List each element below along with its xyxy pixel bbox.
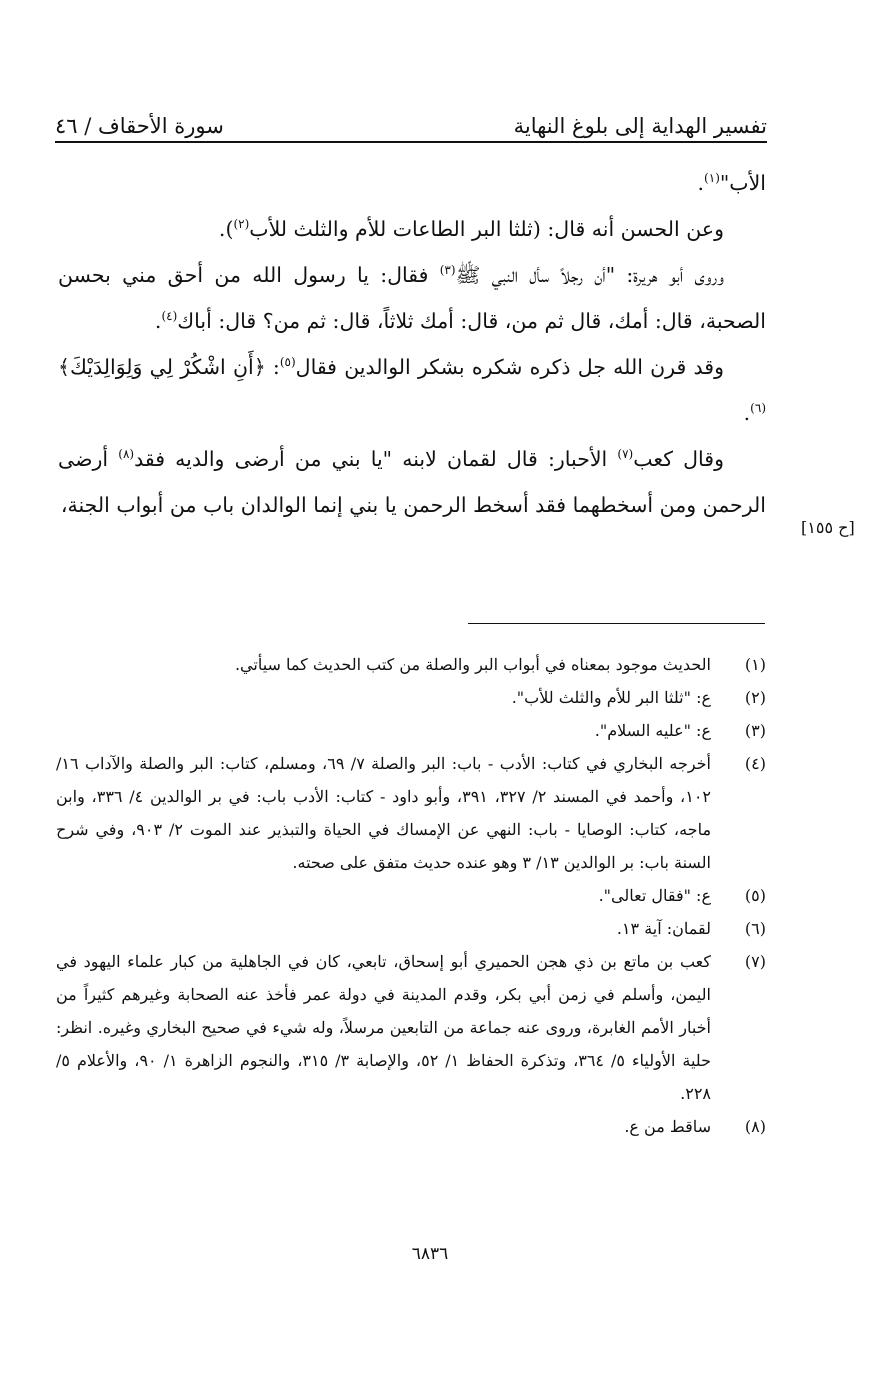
footnote-text: ع: "ثلثا البر للأم والثلث للأب". (511, 688, 711, 707)
footnote-text: ع: "فقال تعالى". (598, 886, 711, 905)
footnote-item (56, 1110, 766, 1143)
footnote-text: الحديث موجود بمعناه في أبواب البر والصلة من كتب الحديث كما سيأتي. (234, 655, 711, 674)
surah-label: سورة الأحقاف / ٤٦ (55, 114, 224, 138)
paragraph-2: وعن الحسن أنه قال: (ثلثا البر الطاعات للأم والثلث للأب$^{(٢)}$). (218, 217, 724, 241)
manuscript-margin-note: [ح ١٥٥] (801, 518, 855, 537)
main-text (58, 160, 766, 528)
book-title: تفسير الهداية إلى بلوغ النهاية (513, 114, 767, 138)
footnote-number: (٧) (744, 952, 766, 971)
footnote-item (56, 714, 766, 747)
footnote-item (56, 747, 766, 879)
footnote-number: (٤) (744, 754, 766, 773)
footnote-item (56, 648, 766, 681)
paragraph-3: وروى أبو هريرة: "أن رجلاً سأل النبي ﷺ$^{(٣)}$ فقال: يا رسول الله من أحق مني بحسن الصحبة، قال: أمك، قال ثم من، قال: أمك ثلاثاً، قال: ثم من؟ قال: أباك$^{(٤)}$. (58, 263, 766, 333)
footnote-number: (٦) (744, 919, 766, 938)
footnotes (56, 648, 766, 1143)
footnote-text: ساقط من ع. (624, 1117, 711, 1136)
footnote-number: (١) (744, 655, 766, 674)
paragraph-4: وقد قرن الله جل ذكره شكره بشكر الوالدين فقال$^{(٥)}$: ﴿أَنِ اشْكُرْ لِي وَلِوَالِدَيْكَ﴾$^{(٦)}$. (58, 355, 766, 425)
running-header (55, 100, 767, 138)
footnote-ref: (٧) (617, 447, 634, 462)
footnote-item (56, 681, 766, 714)
footnote-ref: (١) (704, 171, 720, 186)
footnote-number: (٨) (744, 1117, 766, 1136)
footnote-item (56, 945, 766, 1110)
footnote-item (56, 912, 766, 945)
footnote-number: (٥) (744, 886, 766, 905)
footnote-ref: (٦) (750, 401, 766, 416)
footnote-rule (468, 623, 765, 624)
footnote-ref: (٤) (161, 309, 178, 324)
footnote-text: أخرجه البخاري في كتاب: الأدب - باب: البر والصلة ٧/ ٦٩، ومسلم، كتاب: البر والصلة والآداب ١٦/ ١٠٢، وأحمد في المسند ٢/ ٣٢٧، ٣٩١، وأبو داود - كتاب: الأدب باب: في بر الوالدين ٤/ ٣٣٦، وابن ماجه، كتاب: الوصايا - باب: النهي عن الإمساك في الحياة والتبذير عند الموت ٢/ ٩٠٣، وفي شرح السنة باب: بر الوالدين ١٣/ ٣ وهو عنده حديث متفق على صحته. (56, 754, 712, 872)
footnote-ref: (٣) (439, 263, 456, 278)
quran-verse: : ﴿أَنِ اشْكُرْ لِي وَلِوَالِدَيْكَ﴾ (58, 355, 280, 379)
footnote-text: ع: "عليه السلام". (594, 721, 711, 740)
page-number: ٦٨٣٦ (411, 1244, 449, 1264)
footnote-number: (٣) (744, 721, 766, 740)
footnote-text: كعب بن ماتع بن ذي هجن الحميري أبو إسحاق، تابعي، كان في الجاهلية من كبار علماء اليهود في اليمن، وأسلم في زمن أبي بكر، وقدم المدينة في دولة عمر فأخذ عنه الصحابة وغيرهم كثيراً من أخبار الأمم الغابرة، وروى عنه جماعة من التابعين مرسلاً، وله شيء في صحيح البخاري وغيره. انظر: حلية الأولياء ٥/ ٣٦٤، وتذكرة الحفاظ ١/ ٥٢، والإصابة ٣/ ٣١٥، والنجوم الزاهرة ١/ ٩٠، والأعلام ٥/ ٢٢٨. (56, 952, 712, 1103)
footnote-number: (٢) (744, 688, 766, 707)
footnote-ref: (٨) (118, 447, 135, 462)
paragraph-1: الأب"$^{(١)}$. (697, 171, 766, 195)
footnote-ref: (٢) (233, 217, 250, 232)
header-rule (55, 141, 767, 143)
footnote-item (56, 879, 766, 912)
footnote-text: لقمان: آية ١٣. (616, 919, 711, 938)
paragraph-5: وقال كعب$^{(٧)}$ الأحبار: قال لقمان لابنه "يا بني من أرضى والديه فقد$^{(٨)}$ أرضى الرحمن ومن أسخطهما فقد أسخط الرحمن يا بني إنما الوالدان باب من أبواب الجنة، (58, 447, 766, 517)
footnote-ref: (٥) (279, 355, 296, 370)
